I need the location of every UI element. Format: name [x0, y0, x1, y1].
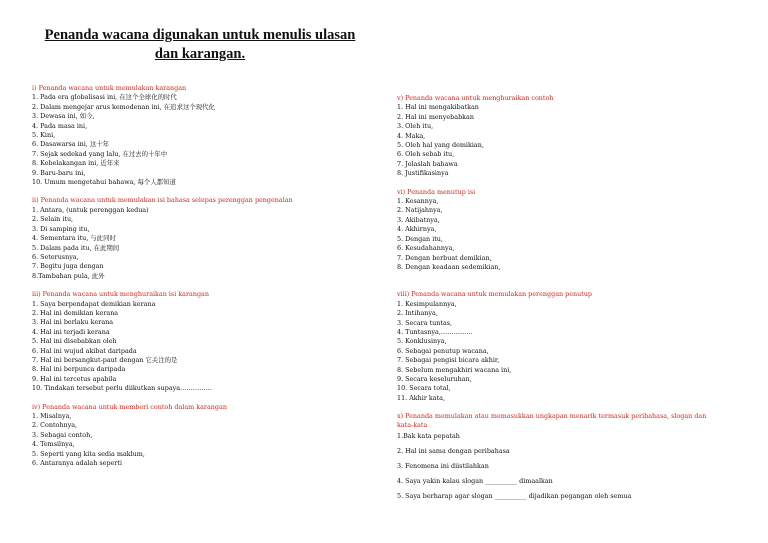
list-item: 4. Maka, — [397, 131, 426, 140]
list-item: 2. Hal ini sama dengan peribahasa — [397, 447, 510, 456]
list-item: 6. Oleh sebab itu, — [397, 150, 455, 159]
section-v — [397, 94, 737, 179]
section-vi — [397, 188, 737, 273]
list-item: 1.Bak kata pepatah — [397, 432, 460, 441]
list-item: 9. Hal ini tercetus apabila — [32, 374, 117, 383]
list-item: 10. Tindakan tersebut perlu diikutkan supaya…………… — [32, 384, 212, 393]
list-item: 2. Intihanya, — [397, 309, 438, 318]
list-item: 4. Pada masa ini, — [32, 121, 88, 130]
list-item: 10. Secara total, — [397, 384, 451, 393]
list-item: 8. Sebelum mengakhiri wacana ini, — [397, 365, 512, 374]
title-line-1: Penanda wacana digunakan untuk menulis ulasan — [44, 27, 356, 43]
list-item: 3. Secara tuntas, — [397, 318, 453, 327]
list-item: 6. Dasawarsa ini, 这十年 — [32, 140, 110, 149]
list-item: 10. Umum mengetahui bahawa, 每个人都知道 — [32, 178, 176, 187]
list-item: 5. Konklusinya, — [397, 337, 447, 346]
list-item: 4. Akhirnya, — [397, 225, 437, 234]
list-item: 5. Dalam pada itu, 在此期间 — [32, 243, 120, 252]
section-i — [32, 84, 372, 187]
list-item: 4. Tuntasnya,…………… — [397, 327, 473, 336]
list-item: 1. Hal ini mengakibatkan — [397, 103, 479, 112]
list-item: 2. Hal ini menyebabkan — [397, 112, 474, 121]
list-item: 4. Hal ini terjadi kerana — [32, 327, 110, 336]
list-item: 2. Natijahnya, — [397, 206, 443, 215]
list-item: 9. Secara keseluruhan, — [397, 374, 472, 383]
list-item: 6. Antaranya adalah seperti — [32, 459, 122, 468]
list-item: 6. Kesudahannya, — [397, 244, 455, 253]
list-item: 7. Dengan berbuat demikian, — [397, 253, 492, 262]
list-item: 8. Kebelakangan ini, 近年来 — [32, 159, 120, 168]
section-heading: iv) Penanda wacana untuk memberi contoh dalam karangan — [32, 402, 227, 411]
list-item: 6. Hal ini wujud akibat daripada — [32, 346, 137, 355]
list-item: 5. Dengan itu, — [397, 234, 443, 243]
list-item: 3. Fenomena ini diistilahkan — [397, 462, 489, 471]
list-item: 7. Hal ini bersangkut-paut dengan 它关注的是 — [32, 355, 178, 364]
list-item: 1. Saya berpendapat demikian kerana — [32, 299, 156, 308]
list-item: 4. Sementara itu, 与此同时 — [32, 234, 116, 243]
list-item: 8.Tambahan pula, 此外 — [32, 271, 105, 280]
section-heading: v) Penanda wacana untuk menghuraikan contoh — [397, 94, 554, 102]
document-title — [30, 26, 370, 64]
list-item: 1. Kesannya, — [397, 197, 439, 206]
list-item: 8. Dengan keadaan sedemikian, — [397, 262, 501, 271]
list-item: 4. Temsilnya, — [32, 440, 75, 449]
section-heading: viii) Penanda wacana untuk memulakan perenggan penutup — [397, 290, 593, 299]
list-item: 2. Contohnya, — [32, 421, 78, 430]
list-item: 5. Seperti yang kita sedia maklum, — [32, 449, 145, 458]
right-column — [397, 94, 737, 513]
list-item: 7. Jelaslah bahawa — [397, 159, 458, 168]
left-column — [32, 84, 372, 477]
section-heading: vi) Penanda menutup isi — [397, 187, 476, 196]
list-item: 3. Oleh itu, — [397, 122, 434, 131]
list-item: 7. Sebagai pengisi bicara akhir, — [397, 356, 500, 365]
list-item: 5. Oleh hal yang demikian, — [397, 141, 484, 150]
list-item: 11. Akhir kata, — [397, 393, 446, 402]
list-item: 3. Sebagai contoh, — [32, 430, 93, 439]
section-heading: ii) Penanda wacana untuk memulakan isi bahasa selepas perenggan pengenalan — [32, 196, 293, 205]
list-item: 5. Kini, — [32, 131, 56, 140]
list-item: 7. Sejak sedekad yang lalu, 在过去的十年中 — [32, 149, 168, 158]
section-heading: x) Penanda memulakan atau memasukkan ungkapan menarik termasuk peribahasa, slogan dan kata-kata — [397, 412, 707, 429]
title-line-2: dan karangan. — [154, 46, 246, 62]
list-item: 2. Hal ini demikian kerana — [32, 308, 119, 317]
list-item: 7. Begitu juga dengan — [32, 262, 104, 271]
section-x — [397, 412, 737, 504]
list-item: 1. Pada era globalisasi ini, 在这个全球化的时代 — [32, 93, 177, 102]
list-item: 3. Dewasa ini, 如今, — [32, 112, 95, 121]
list-item: 5. Hal ini disebabkan oleh — [32, 337, 117, 346]
section-viii — [397, 290, 737, 403]
list-item: 2. Selain itu, — [32, 215, 74, 224]
list-item: 4. Saya yakin kalau slogan __________ dimaalkan — [397, 477, 553, 486]
list-item: 2. Dalam mengejar arus kemodenan ini, 在追求这个现代化 — [32, 102, 215, 111]
list-item: 5. Saya berharap agar slogan __________ dijadikan pegangan oleh semua — [397, 492, 632, 501]
list-item: 9. Baru-baru ini, — [32, 168, 86, 177]
list-item: 1. Kesimpulannya, — [397, 299, 457, 308]
section-heading: i) Penanda wacana untuk memulakan karangan — [32, 84, 187, 92]
list-item: 6. Seterusnya, — [32, 252, 79, 261]
list-item: 8. Hal ini berpunca daripada — [32, 365, 126, 374]
list-item: 3. Hal ini berlaku kerana — [32, 318, 114, 327]
section-iii — [32, 290, 372, 393]
section-iv — [32, 403, 372, 469]
list-item: 1. Misalnya, — [32, 412, 72, 420]
list-item: 8. Justifikasinya — [397, 169, 449, 178]
list-item: 6. Sebagai penutup wacana, — [397, 346, 489, 355]
list-item: 1. Antara, (untuk perenggan kedua) — [32, 205, 149, 214]
list-item: 3. Di samping itu, — [32, 224, 90, 233]
section-ii — [32, 196, 372, 281]
section-heading: iii) Penanda wacana untuk menghuraikan isi karangan — [32, 290, 209, 299]
list-item: 3. Akibatnya, — [397, 215, 440, 224]
